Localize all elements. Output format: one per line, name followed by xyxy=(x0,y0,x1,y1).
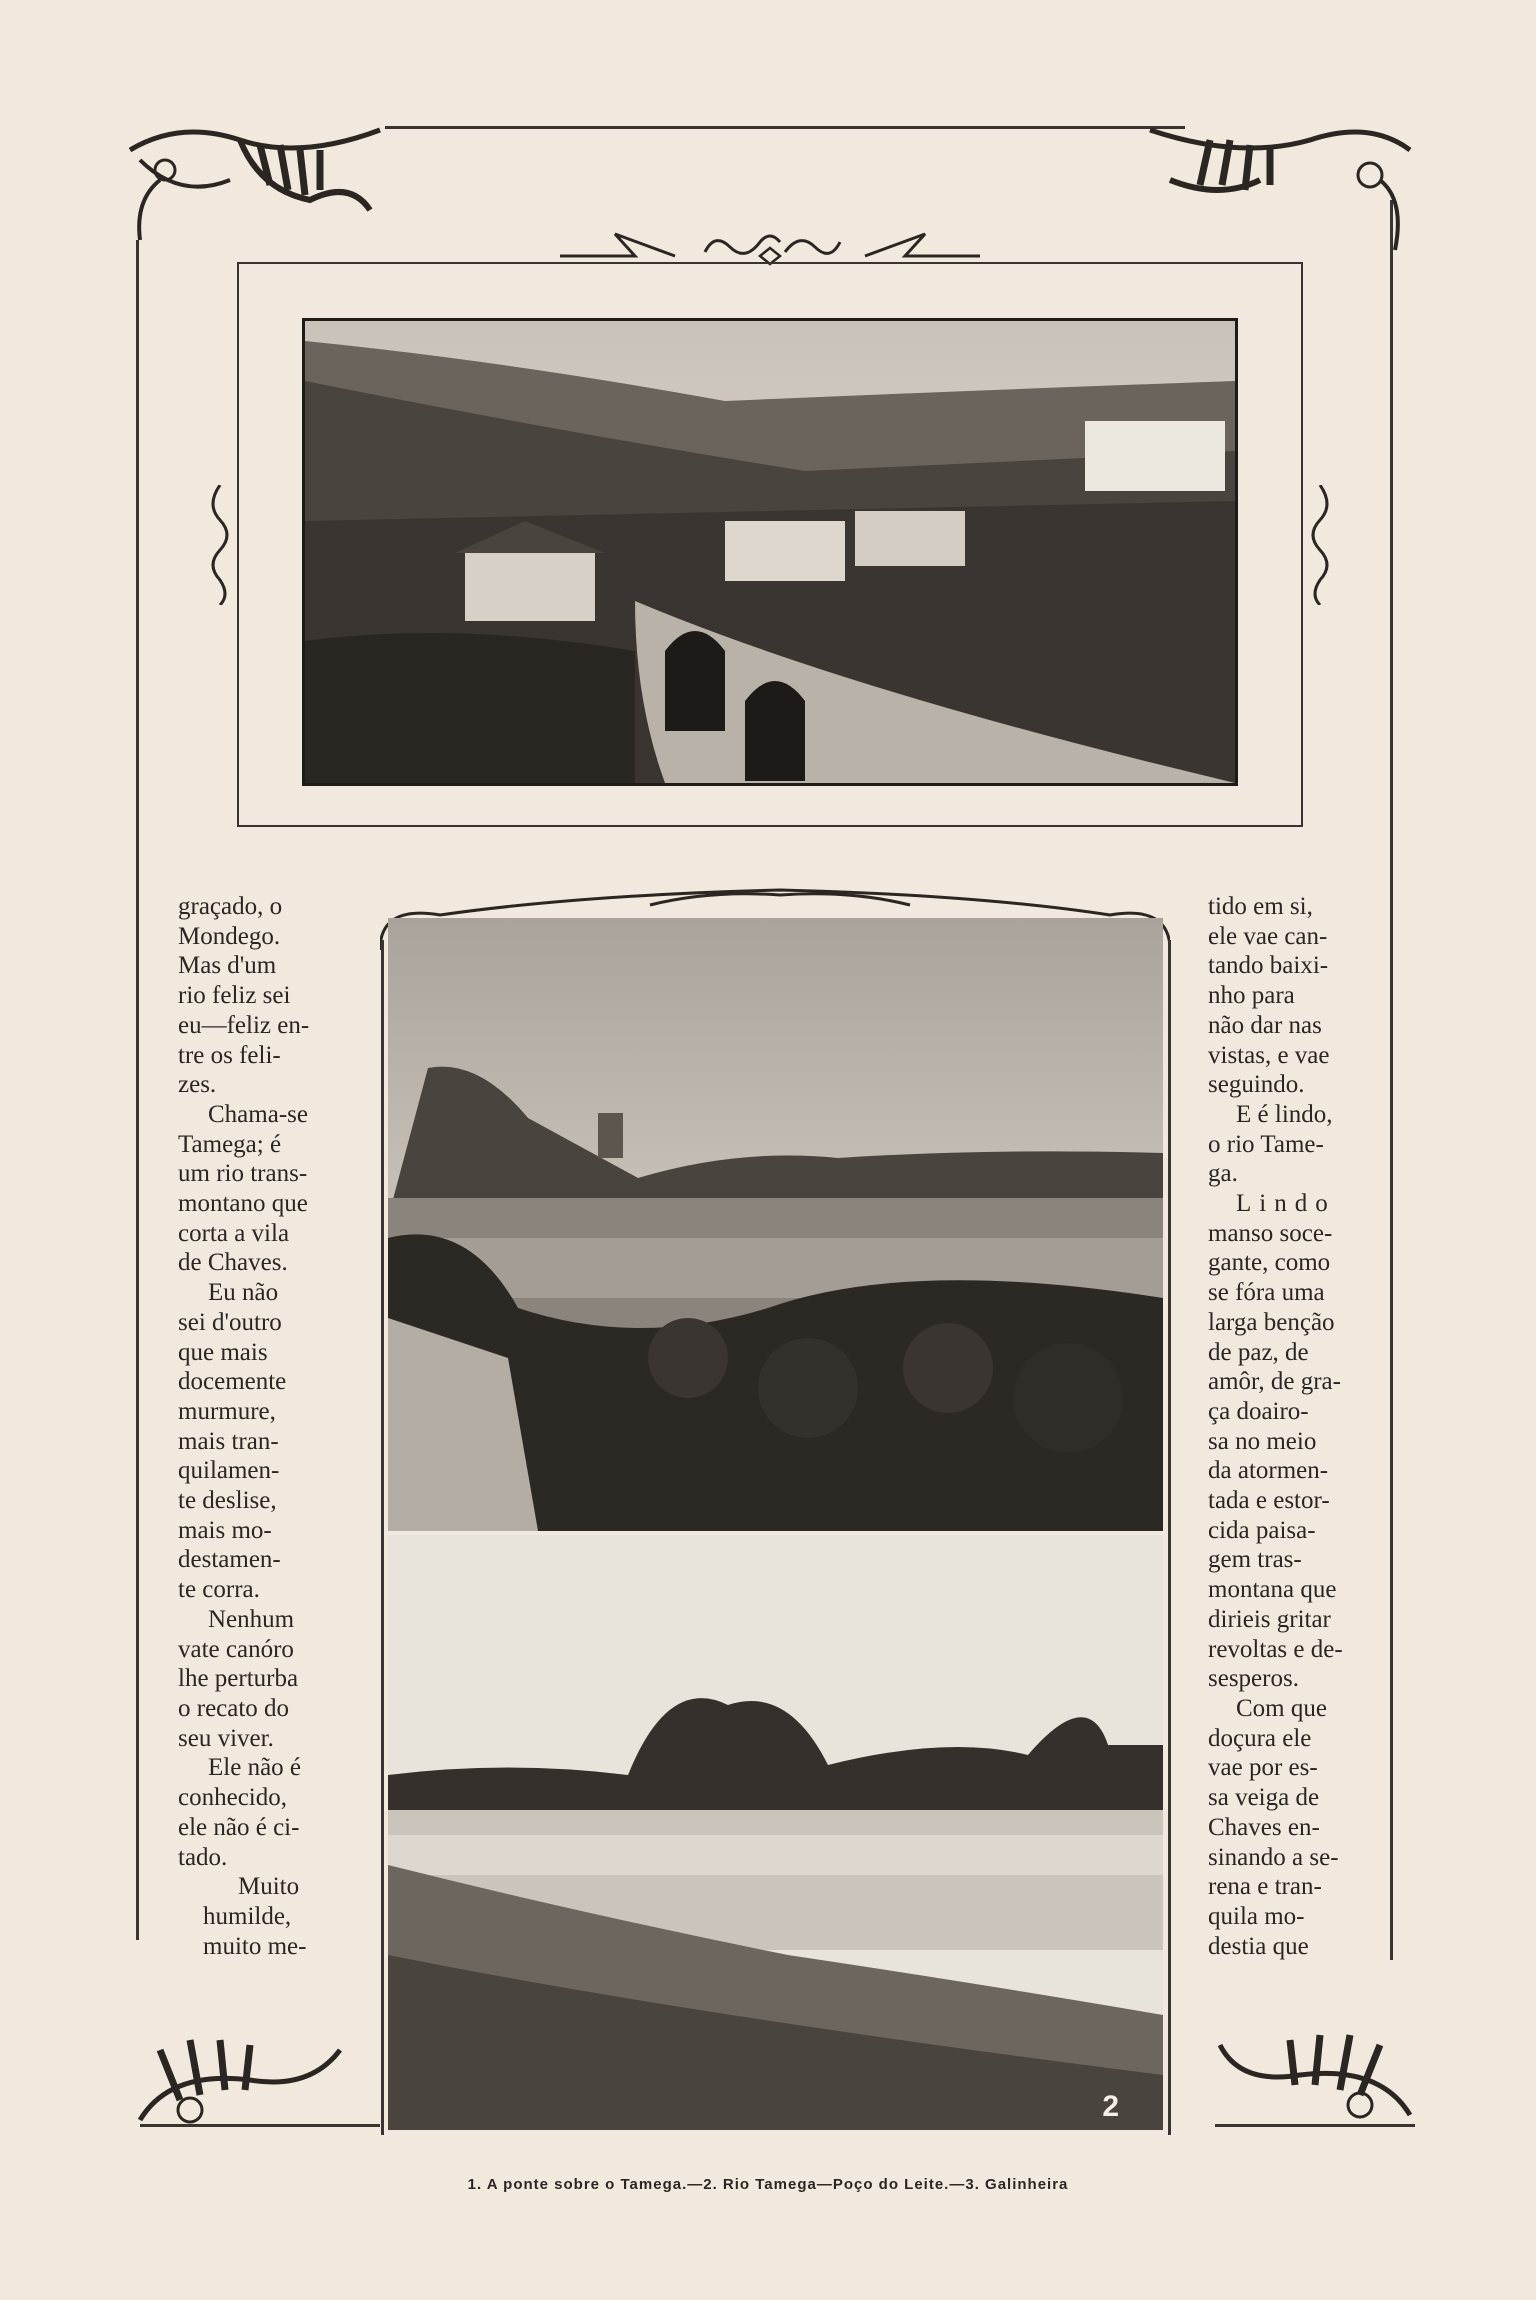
right-line: cida paisa- xyxy=(1208,1516,1316,1544)
right-line: ça doairo- xyxy=(1208,1397,1309,1425)
left-line: graçado, o xyxy=(178,893,283,920)
left-line: um rio trans- xyxy=(178,1160,308,1188)
frame-top-line xyxy=(385,126,1185,129)
left-text-column xyxy=(178,892,338,1961)
right-line: tando baixi- xyxy=(1208,952,1329,980)
right-line: vae por es- xyxy=(1208,1754,1318,1782)
left-line: humilde, xyxy=(203,1902,292,1930)
left-line: que mais xyxy=(178,1338,268,1366)
left-line: Ele não é xyxy=(208,1754,302,1782)
left-line: rio feliz sei xyxy=(178,982,291,1010)
left-line: murmure, xyxy=(178,1397,276,1425)
left-line: te deslise, xyxy=(178,1487,277,1515)
left-line: ele não é ci- xyxy=(178,1813,300,1841)
right-line: nho para xyxy=(1208,982,1295,1010)
right-line: sa veiga de xyxy=(1208,1784,1320,1812)
river-photo-galinheira xyxy=(388,1535,1163,2130)
river-landscape-image xyxy=(388,918,1163,1531)
river-bank-image xyxy=(388,1535,1163,2130)
left-line: mais tran- xyxy=(178,1427,279,1455)
top-right-floral-ornament xyxy=(1140,120,1420,260)
left-line: corta a vila xyxy=(178,1219,290,1247)
frame-right-line xyxy=(1390,200,1393,1960)
left-line: destamen- xyxy=(178,1546,281,1574)
left-side-scroll-ornament xyxy=(205,485,235,605)
right-line: amôr, de gra- xyxy=(1208,1368,1341,1396)
right-line: quila mo- xyxy=(1208,1902,1305,1930)
bridge-landscape-image xyxy=(305,321,1235,783)
center-photo-right-border xyxy=(1168,940,1171,2135)
left-line: muito me- xyxy=(203,1932,307,1960)
left-line: vate canóro xyxy=(178,1635,294,1663)
left-line: seu viver. xyxy=(178,1724,274,1752)
right-line: montana que xyxy=(1208,1576,1337,1604)
right-line: E é lindo, xyxy=(1236,1100,1333,1128)
right-line: revoltas e de- xyxy=(1208,1635,1343,1663)
left-line: te corra. xyxy=(178,1576,260,1604)
left-line: mais mo- xyxy=(178,1516,272,1544)
left-line: Nenhum xyxy=(208,1605,295,1633)
left-line: Eu não xyxy=(208,1279,279,1307)
left-line: eu—feliz en- xyxy=(178,1011,310,1039)
left-line: montano que xyxy=(178,1190,308,1218)
right-line: dirieis gritar xyxy=(1208,1605,1331,1633)
photo-caption: 1. A ponte sobre o Tamega.—2. Rio Tamega—Poço do Leite.—3. Galinheira xyxy=(467,2176,1069,2193)
right-line: larga benção xyxy=(1208,1308,1335,1336)
photo-number-label: 2 xyxy=(1102,2090,1119,2123)
left-line: Muito xyxy=(238,1873,300,1901)
left-line: Chama-se xyxy=(208,1100,308,1128)
left-line: lhe perturba xyxy=(178,1665,299,1693)
top-left-floral-ornament xyxy=(120,120,390,250)
right-line: se fóra uma xyxy=(1208,1279,1325,1307)
right-line: sinando a se- xyxy=(1208,1843,1339,1871)
right-line: sa no meio xyxy=(1208,1427,1317,1455)
right-line: o rio Tame- xyxy=(1208,1130,1324,1158)
left-line: quilamen- xyxy=(178,1457,280,1485)
right-side-scroll-ornament xyxy=(1305,485,1335,605)
left-line: tado. xyxy=(178,1843,228,1871)
left-line: de Chaves. xyxy=(178,1249,288,1277)
right-line: da atormen- xyxy=(1208,1457,1329,1485)
right-line: tada e estor- xyxy=(1208,1487,1330,1515)
right-line: Chaves en- xyxy=(1208,1813,1320,1841)
frame-left-line xyxy=(136,240,139,1940)
center-photo-left-border xyxy=(381,940,384,2135)
bottom-left-floral-ornament xyxy=(130,1990,350,2130)
right-line: manso soce- xyxy=(1208,1219,1333,1247)
right-line: doçura ele xyxy=(1208,1724,1312,1752)
bottom-right-floral-ornament xyxy=(1210,1985,1420,2125)
right-line: ele vae can- xyxy=(1208,922,1328,950)
river-photo-poco-do-leite xyxy=(388,918,1163,1531)
right-line: seguindo. xyxy=(1208,1071,1305,1099)
right-line: tido em si, xyxy=(1208,893,1313,920)
right-line: não dar nas xyxy=(1208,1011,1322,1039)
left-line: sei d'outro xyxy=(178,1308,282,1336)
right-line: destia que xyxy=(1208,1932,1309,1960)
right-line: gem tras- xyxy=(1208,1546,1302,1574)
right-line: vistas, e vae xyxy=(1208,1041,1330,1069)
left-line: Mondego. xyxy=(178,922,281,950)
right-line: de paz, de xyxy=(1208,1338,1309,1366)
right-line: ga. xyxy=(1208,1160,1238,1188)
left-line: o recato do xyxy=(178,1694,290,1722)
right-line: sesperos. xyxy=(1208,1665,1299,1693)
left-line: conhecido, xyxy=(178,1784,287,1812)
right-line: Lindo xyxy=(1236,1190,1336,1218)
left-line: tre os feli- xyxy=(178,1041,281,1069)
left-line: docemente xyxy=(178,1368,287,1396)
left-line: Mas d'um xyxy=(178,952,277,980)
left-line: zes. xyxy=(178,1071,217,1099)
bridge-photo xyxy=(302,318,1238,786)
right-line: Com que xyxy=(1236,1694,1327,1722)
right-text-column xyxy=(1208,892,1366,1961)
left-line: Tamega; é xyxy=(178,1130,282,1158)
right-line: rena e tran- xyxy=(1208,1873,1322,1901)
right-line: gante, como xyxy=(1208,1249,1331,1277)
